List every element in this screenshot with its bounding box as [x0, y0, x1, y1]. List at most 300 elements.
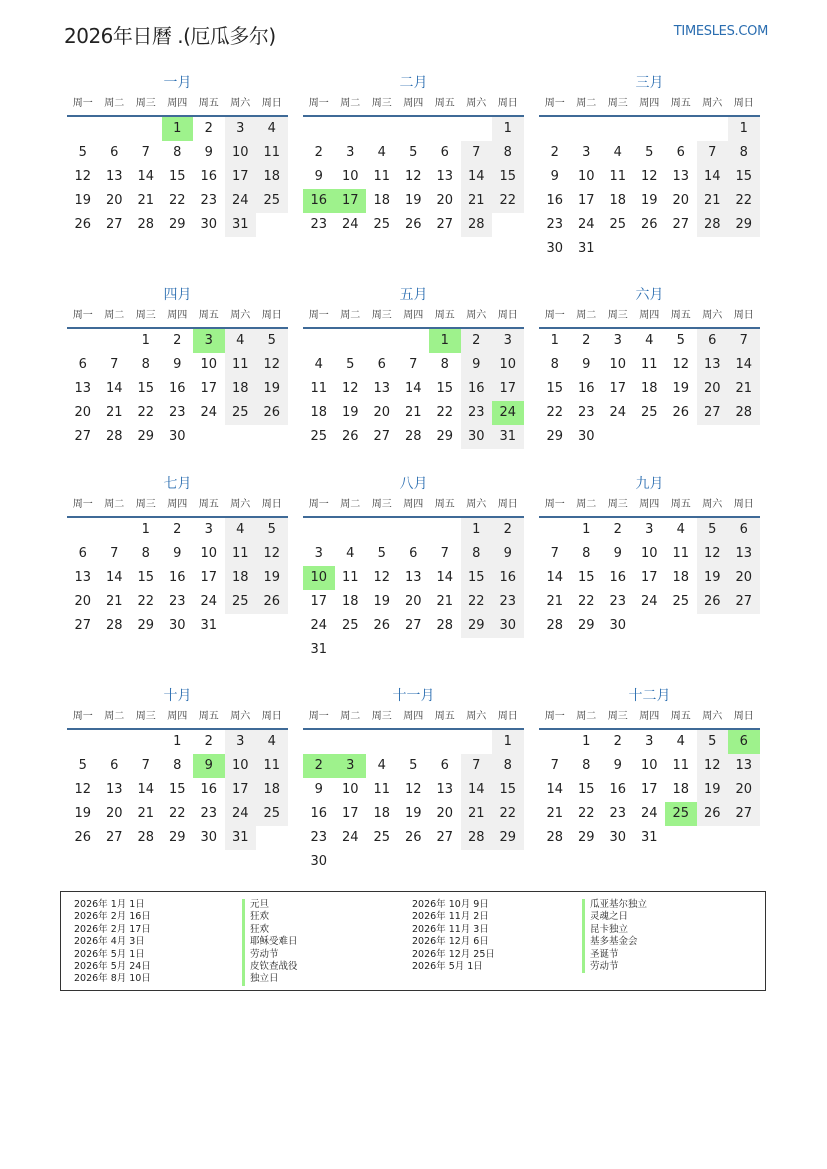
empty-cell — [429, 518, 461, 542]
day-cell: 30 — [609, 618, 627, 633]
month-name: 六月 — [635, 287, 664, 303]
day-cell: 23 — [310, 217, 328, 232]
day-cell: 29 — [461, 614, 493, 638]
empty-cell — [303, 518, 335, 542]
day-cell: 1 — [141, 333, 150, 348]
day-cell: 10 — [577, 169, 595, 184]
day-cell: 16 — [577, 381, 595, 396]
day-cell: 5 — [409, 758, 418, 773]
day-cell: 28 — [728, 401, 760, 425]
day-cell: 26 — [373, 618, 391, 633]
weekday-label: 周六 — [702, 711, 723, 722]
day-cell: 25 — [341, 618, 359, 633]
weekday-label: 周三 — [135, 499, 156, 510]
day-cell: 8 — [141, 546, 150, 561]
day-cell: 23 — [609, 594, 627, 609]
day-cell: 13 — [105, 169, 123, 184]
weekday-label: 周五 — [670, 310, 691, 321]
day-cell: 15 — [461, 566, 493, 590]
weekday-label: 周四 — [167, 98, 188, 109]
empty-cell — [67, 730, 99, 754]
day-cell: 20 — [105, 193, 123, 208]
legend-entry: 2026年 12月 6日 — [412, 936, 489, 948]
weekday-label: 周六 — [230, 711, 251, 722]
month-5 — [303, 285, 524, 449]
weekday-label: 周五 — [198, 499, 219, 510]
day-cell: 21 — [404, 405, 422, 420]
day-cell: 5 — [346, 357, 355, 372]
weekday-label: 周二 — [340, 499, 361, 510]
day-cell: 19 — [373, 594, 391, 609]
holiday-day: 25 — [665, 802, 697, 826]
weekday-label: 周日 — [497, 310, 518, 321]
weekday-label: 周日 — [733, 499, 754, 510]
month-1 — [67, 73, 288, 237]
weekday-label: 周日 — [733, 711, 754, 722]
day-cell: 21 — [105, 594, 123, 609]
weekday-label: 周六 — [702, 310, 723, 321]
day-cell: 28 — [137, 830, 155, 845]
day-cell: 7 — [697, 141, 729, 165]
weekday-label: 周日 — [261, 499, 282, 510]
empty-cell — [461, 117, 493, 141]
day-cell: 3 — [492, 329, 524, 353]
day-cell: 25 — [640, 405, 658, 420]
month-11 — [303, 686, 524, 874]
day-cell: 20 — [74, 594, 92, 609]
day-cell: 2 — [461, 329, 493, 353]
weekday-label: 周四 — [403, 499, 424, 510]
day-cell: 16 — [200, 169, 218, 184]
day-cell: 26 — [256, 401, 288, 425]
weekday-label: 周一 — [544, 711, 565, 722]
weekday-label: 周一 — [308, 98, 329, 109]
day-cell: 29 — [577, 618, 595, 633]
empty-cell — [335, 730, 367, 754]
legend-entry: 2026年 11月 2日 — [412, 911, 489, 923]
legend-entry: 2026年 1月 1日 — [74, 899, 145, 910]
day-cell: 11 — [256, 754, 288, 778]
day-cell: 30 — [609, 830, 627, 845]
day-cell: 23 — [492, 590, 524, 614]
day-cell: 28 — [697, 213, 729, 237]
day-cell: 7 — [440, 546, 449, 561]
day-cell: 21 — [137, 193, 155, 208]
legend-entry: 2026年 11月 3日 — [412, 923, 489, 935]
day-cell: 10 — [609, 357, 627, 372]
day-cell: 6 — [78, 357, 87, 372]
weekday-header — [539, 93, 760, 117]
weekday-header — [67, 706, 288, 730]
weekday-label: 周六 — [466, 310, 487, 321]
day-cell: 7 — [550, 546, 559, 561]
day-cell: 9 — [550, 169, 559, 184]
day-cell: 9 — [314, 782, 323, 797]
weekday-header — [303, 93, 524, 117]
legend-entry: 元旦 — [250, 899, 270, 910]
day-cell: 17 — [640, 782, 658, 797]
weekday-label: 周四 — [639, 711, 660, 722]
empty-cell — [130, 730, 162, 754]
day-cell: 10 — [341, 169, 359, 184]
day-cell: 12 — [256, 353, 288, 377]
day-cell: 27 — [728, 802, 760, 826]
day-cell: 27 — [105, 830, 123, 845]
day-cell: 25 — [373, 830, 391, 845]
month-name: 三月 — [635, 75, 664, 91]
weekday-label: 周日 — [261, 711, 282, 722]
empty-cell — [571, 117, 603, 141]
day-cell: 15 — [492, 778, 524, 802]
day-grid — [303, 329, 524, 449]
day-cell: 11 — [672, 758, 690, 773]
day-cell: 3 — [204, 522, 213, 537]
day-cell: 16 — [168, 381, 186, 396]
day-cell: 9 — [613, 758, 622, 773]
day-cell: 1 — [582, 734, 591, 749]
day-cell: 3 — [613, 333, 622, 348]
weekday-label: 周六 — [230, 499, 251, 510]
day-cell: 7 — [550, 758, 559, 773]
day-cell: 4 — [377, 145, 386, 160]
day-cell: 6 — [78, 546, 87, 561]
day-cell: 15 — [168, 169, 186, 184]
day-cell: 12 — [404, 169, 422, 184]
day-cell: 4 — [256, 117, 288, 141]
day-cell: 25 — [256, 189, 288, 213]
day-cell: 11 — [256, 141, 288, 165]
day-cell: 3 — [225, 730, 257, 754]
holiday-day: 24 — [492, 401, 524, 425]
day-cell: 24 — [341, 217, 359, 232]
day-cell: 17 — [200, 570, 218, 585]
day-cell: 14 — [105, 570, 123, 585]
day-cell: 5 — [78, 145, 87, 160]
empty-cell — [366, 518, 398, 542]
day-cell: 12 — [404, 782, 422, 797]
day-cell: 15 — [577, 782, 595, 797]
weekday-label: 周三 — [371, 310, 392, 321]
day-cell: 13 — [373, 381, 391, 396]
day-cell: 1 — [173, 734, 182, 749]
weekday-label: 周日 — [733, 98, 754, 109]
day-grid — [303, 518, 524, 662]
month-name: 一月 — [163, 75, 192, 91]
weekday-label: 周六 — [466, 499, 487, 510]
empty-cell — [303, 730, 335, 754]
weekday-label: 周五 — [434, 310, 455, 321]
day-cell: 24 — [200, 405, 218, 420]
day-cell: 30 — [168, 429, 186, 444]
day-cell: 31 — [640, 830, 658, 845]
day-cell: 13 — [672, 169, 690, 184]
day-cell: 18 — [373, 193, 391, 208]
day-cell: 15 — [492, 165, 524, 189]
weekday-header — [303, 305, 524, 329]
day-cell: 18 — [256, 778, 288, 802]
day-cell: 26 — [74, 830, 92, 845]
day-cell: 28 — [436, 618, 454, 633]
day-cell: 10 — [225, 754, 257, 778]
weekday-label: 周三 — [607, 711, 628, 722]
weekday-header — [67, 305, 288, 329]
empty-cell — [665, 117, 697, 141]
day-cell: 14 — [105, 381, 123, 396]
legend-entry: 劳动节 — [250, 948, 279, 960]
holiday-day: 3 — [335, 754, 367, 778]
day-cell: 24 — [577, 217, 595, 232]
day-cell: 4 — [225, 518, 257, 542]
day-grid — [539, 329, 760, 449]
legend-entry: 2026年 5月 24日 — [74, 961, 151, 973]
day-grid — [303, 730, 524, 874]
weekday-label: 周一 — [308, 711, 329, 722]
legend-entry: 2026年 8月 10日 — [74, 973, 151, 985]
weekday-label: 周一 — [308, 499, 329, 510]
day-cell: 13 — [436, 782, 454, 797]
day-cell: 20 — [74, 405, 92, 420]
day-cell: 13 — [404, 570, 422, 585]
day-cell: 21 — [137, 806, 155, 821]
day-cell: 11 — [672, 546, 690, 561]
day-cell: 12 — [640, 169, 658, 184]
empty-cell — [697, 117, 729, 141]
day-cell: 17 — [609, 381, 627, 396]
weekday-label: 周日 — [261, 310, 282, 321]
day-cell: 29 — [577, 830, 595, 845]
day-cell: 26 — [404, 217, 422, 232]
day-cell: 20 — [728, 778, 760, 802]
day-cell: 29 — [492, 826, 524, 850]
month-name: 四月 — [163, 287, 192, 303]
day-cell: 17 — [310, 594, 328, 609]
day-cell: 2 — [613, 734, 622, 749]
empty-cell — [461, 730, 493, 754]
day-cell: 8 — [492, 141, 524, 165]
day-cell: 12 — [74, 782, 92, 797]
day-cell: 8 — [173, 758, 182, 773]
day-cell: 27 — [373, 429, 391, 444]
day-cell: 1 — [582, 522, 591, 537]
day-cell: 16 — [546, 193, 564, 208]
month-name: 十一月 — [392, 688, 435, 704]
day-cell: 27 — [436, 830, 454, 845]
day-cell: 4 — [314, 357, 323, 372]
weekday-label: 周五 — [198, 711, 219, 722]
day-cell: 12 — [256, 542, 288, 566]
day-cell: 21 — [105, 405, 123, 420]
day-cell: 14 — [137, 169, 155, 184]
legend-entry: 2026年 5月 1日 — [412, 961, 483, 973]
weekday-label: 周二 — [576, 711, 597, 722]
day-cell: 5 — [256, 518, 288, 542]
day-cell: 9 — [582, 357, 591, 372]
day-cell: 2 — [173, 333, 182, 348]
weekday-label: 周三 — [607, 310, 628, 321]
empty-cell — [335, 329, 367, 353]
day-cell: 17 — [492, 377, 524, 401]
day-cell: 21 — [461, 802, 493, 826]
day-cell: 16 — [200, 782, 218, 797]
day-cell: 28 — [461, 213, 493, 237]
day-cell: 11 — [640, 357, 658, 372]
day-cell: 31 — [225, 826, 257, 850]
weekday-label: 周一 — [72, 310, 93, 321]
day-cell: 2 — [613, 522, 622, 537]
day-cell: 12 — [74, 169, 92, 184]
day-cell: 30 — [200, 217, 218, 232]
day-cell: 13 — [74, 570, 92, 585]
day-cell: 24 — [609, 405, 627, 420]
month-name: 十二月 — [628, 688, 671, 704]
day-cell: 27 — [728, 590, 760, 614]
weekday-label: 周一 — [308, 310, 329, 321]
day-cell: 21 — [546, 806, 564, 821]
day-cell: 7 — [461, 141, 493, 165]
day-cell: 23 — [200, 193, 218, 208]
day-cell: 16 — [609, 570, 627, 585]
day-cell: 31 — [200, 618, 218, 633]
empty-cell — [99, 329, 131, 353]
empty-cell — [67, 117, 99, 141]
legend-names-right — [582, 899, 647, 973]
day-cell: 17 — [341, 806, 359, 821]
weekday-label: 周日 — [497, 711, 518, 722]
empty-cell — [398, 117, 430, 141]
weekday-label: 周三 — [371, 98, 392, 109]
day-cell: 22 — [436, 405, 454, 420]
weekday-label: 周三 — [371, 499, 392, 510]
day-cell: 6 — [697, 329, 729, 353]
day-cell: 18 — [672, 782, 690, 797]
day-cell: 17 — [225, 165, 257, 189]
day-cell: 2 — [204, 734, 213, 749]
weekday-header — [539, 706, 760, 730]
day-cell: 19 — [672, 381, 690, 396]
weekday-label: 周三 — [607, 499, 628, 510]
day-cell: 1 — [492, 730, 524, 754]
weekday-header — [67, 494, 288, 518]
day-cell: 6 — [377, 357, 386, 372]
day-cell: 24 — [640, 806, 658, 821]
day-cell: 13 — [728, 542, 760, 566]
day-cell: 30 — [577, 429, 595, 444]
day-cell: 27 — [436, 217, 454, 232]
empty-cell — [398, 329, 430, 353]
empty-cell — [335, 518, 367, 542]
day-cell: 4 — [377, 758, 386, 773]
day-cell: 25 — [256, 802, 288, 826]
day-cell: 6 — [440, 145, 449, 160]
day-cell: 11 — [310, 381, 328, 396]
day-cell: 13 — [436, 169, 454, 184]
legend-entry: 2026年 5月 1日 — [74, 948, 145, 960]
weekday-label: 周日 — [497, 499, 518, 510]
day-cell: 12 — [697, 542, 729, 566]
day-cell: 29 — [168, 830, 186, 845]
day-cell: 20 — [373, 405, 391, 420]
holiday-day: 16 — [303, 189, 335, 213]
weekday-label: 周三 — [607, 98, 628, 109]
day-cell: 14 — [546, 782, 564, 797]
day-cell: 22 — [168, 193, 186, 208]
day-grid — [67, 518, 288, 638]
day-cell: 18 — [225, 566, 257, 590]
day-cell: 5 — [645, 145, 654, 160]
day-cell: 14 — [461, 778, 493, 802]
weekday-label: 周三 — [135, 711, 156, 722]
day-cell: 24 — [200, 594, 218, 609]
day-cell: 10 — [200, 357, 218, 372]
day-cell: 31 — [577, 241, 595, 256]
day-cell: 8 — [440, 357, 449, 372]
day-cell: 22 — [728, 189, 760, 213]
day-cell: 3 — [225, 117, 257, 141]
day-cell: 15 — [546, 381, 564, 396]
legend-entry: 耶稣受难日 — [250, 936, 298, 948]
day-cell: 5 — [697, 518, 729, 542]
weekday-label: 周二 — [576, 499, 597, 510]
holiday-day: 6 — [728, 730, 760, 754]
day-grid — [539, 117, 760, 261]
day-cell: 20 — [697, 377, 729, 401]
day-cell: 27 — [74, 429, 92, 444]
weekday-label: 周一 — [544, 499, 565, 510]
day-grid — [539, 518, 760, 638]
empty-cell — [303, 329, 335, 353]
day-cell: 2 — [550, 145, 559, 160]
day-cell: 18 — [310, 405, 328, 420]
day-cell: 18 — [609, 193, 627, 208]
legend-entry: 皮钦查战役 — [250, 961, 298, 973]
day-cell: 25 — [225, 590, 257, 614]
day-cell: 22 — [461, 590, 493, 614]
weekday-label: 周五 — [434, 499, 455, 510]
day-cell: 12 — [672, 357, 690, 372]
day-cell: 28 — [461, 826, 493, 850]
weekday-label: 周三 — [135, 310, 156, 321]
day-cell: 8 — [173, 145, 182, 160]
day-cell: 24 — [310, 618, 328, 633]
day-cell: 12 — [697, 754, 729, 778]
day-cell: 4 — [676, 522, 685, 537]
empty-cell — [67, 518, 99, 542]
day-cell: 28 — [404, 429, 422, 444]
weekday-label: 周一 — [544, 98, 565, 109]
weekday-label: 周一 — [72, 98, 93, 109]
legend-dates-left — [74, 899, 151, 986]
empty-cell — [67, 329, 99, 353]
day-cell: 14 — [461, 165, 493, 189]
day-cell: 27 — [404, 618, 422, 633]
day-cell: 25 — [609, 217, 627, 232]
weekday-label: 周三 — [135, 98, 156, 109]
day-cell: 9 — [461, 353, 493, 377]
site-link[interactable]: TIMESLES.COM — [673, 24, 768, 39]
day-cell: 24 — [341, 830, 359, 845]
day-cell: 23 — [310, 830, 328, 845]
day-cell: 26 — [404, 830, 422, 845]
day-grid — [67, 329, 288, 449]
day-cell: 5 — [78, 758, 87, 773]
month-12 — [539, 686, 760, 850]
day-cell: 6 — [110, 758, 119, 773]
day-cell: 15 — [137, 381, 155, 396]
weekday-label: 周五 — [670, 98, 691, 109]
day-cell: 26 — [672, 405, 690, 420]
day-cell: 19 — [697, 566, 729, 590]
day-cell: 19 — [341, 405, 359, 420]
